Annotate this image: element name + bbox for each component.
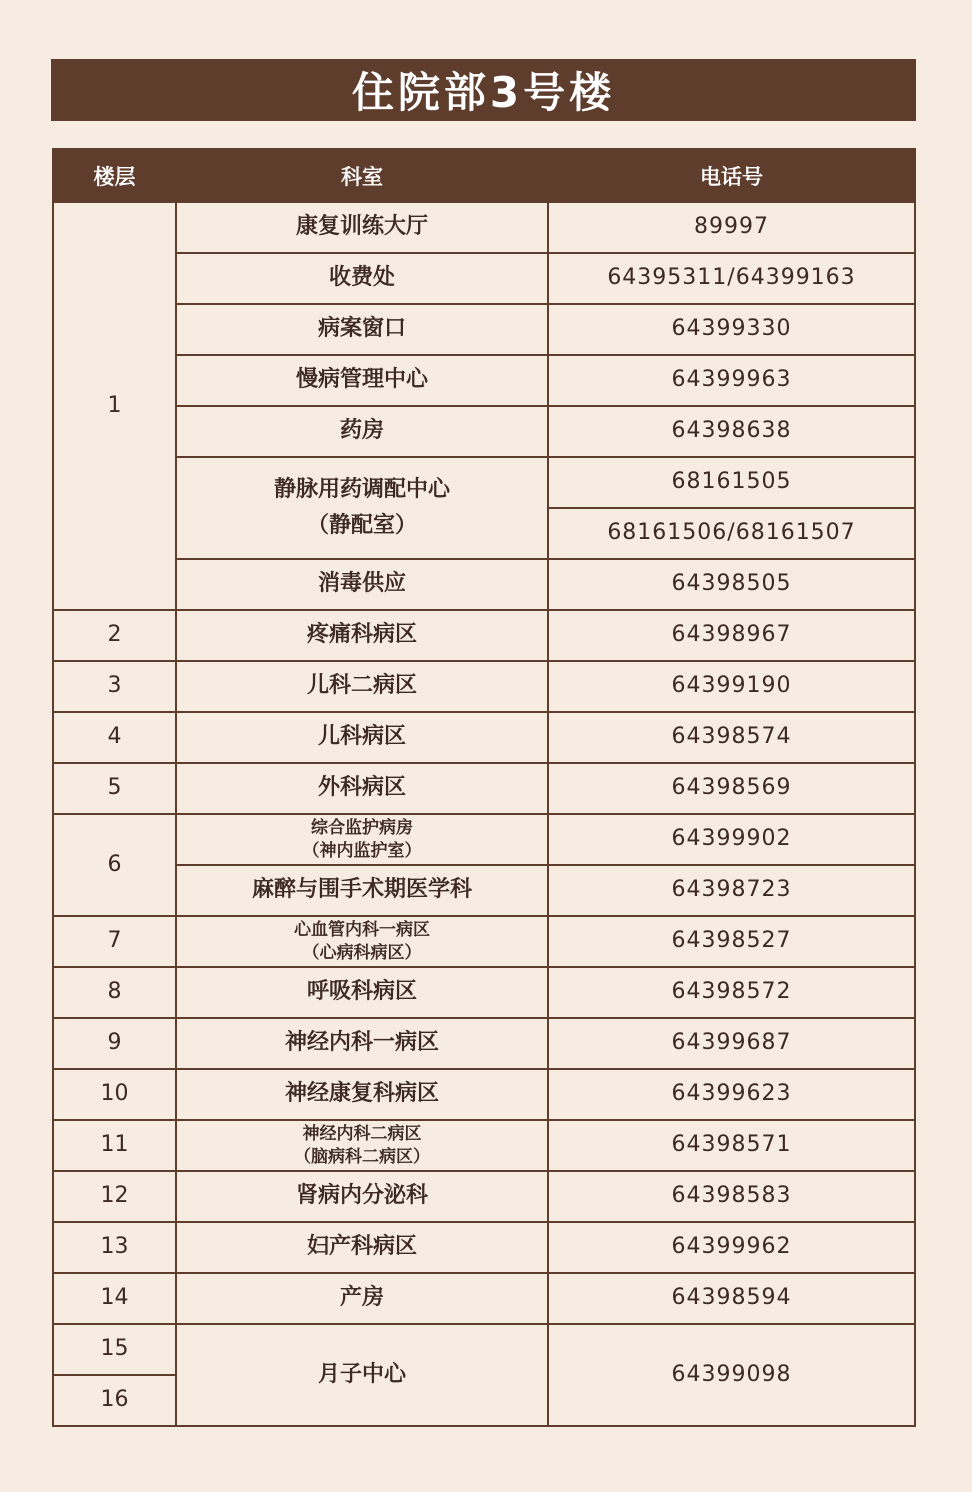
table-row bbox=[53, 457, 915, 508]
floor-cell: 2 bbox=[53, 610, 176, 661]
table-row bbox=[53, 1018, 915, 1069]
table-row bbox=[53, 1324, 915, 1375]
table-row bbox=[53, 1273, 915, 1324]
table-row bbox=[53, 1069, 915, 1120]
phone-cell: 64398574 bbox=[548, 712, 915, 763]
department-alias-line: （心病科病区） bbox=[302, 942, 422, 963]
phone-cell: 64398638 bbox=[548, 406, 915, 457]
department-cell: 儿科二病区 bbox=[176, 661, 548, 712]
department-cell: 药房 bbox=[176, 406, 548, 457]
table-row bbox=[53, 559, 915, 610]
department-cell: 儿科病区 bbox=[176, 712, 548, 763]
phone-cell: 64398967 bbox=[548, 610, 915, 661]
directory-table bbox=[52, 148, 916, 1427]
department-alias-line: （静配室） bbox=[306, 513, 417, 538]
phone-cell: 89997 bbox=[548, 202, 915, 253]
floor-cell: 7 bbox=[53, 916, 176, 967]
phone-cell: 64399098 bbox=[548, 1324, 915, 1426]
table-row bbox=[53, 1222, 915, 1273]
floor-cell: 12 bbox=[53, 1171, 176, 1222]
floor-column-header: 楼层 bbox=[53, 149, 176, 202]
phone-cell: 64399902 bbox=[548, 814, 915, 865]
phone-cell: 64398583 bbox=[548, 1171, 915, 1222]
phone-cell: 64399963 bbox=[548, 355, 915, 406]
table-row bbox=[53, 967, 915, 1018]
department-cell bbox=[176, 814, 548, 865]
table-row bbox=[53, 610, 915, 661]
table-row bbox=[53, 406, 915, 457]
department-cell: 疼痛科病区 bbox=[176, 610, 548, 661]
department-cell: 神经内科一病区 bbox=[176, 1018, 548, 1069]
phone-cell: 64399330 bbox=[548, 304, 915, 355]
floor-cell: 1 bbox=[53, 202, 176, 610]
table-row bbox=[53, 1171, 915, 1222]
department-cell: 消毒供应 bbox=[176, 559, 548, 610]
floor-cell: 6 bbox=[53, 814, 176, 916]
phone-cell: 64398723 bbox=[548, 865, 915, 916]
phone-cell: 68161505 bbox=[548, 457, 915, 508]
department-cell: 康复训练大厅 bbox=[176, 202, 548, 253]
floor-cell: 15 bbox=[53, 1324, 176, 1375]
phone-cell: 64398569 bbox=[548, 763, 915, 814]
phone-cell: 64398571 bbox=[548, 1120, 915, 1171]
floor-cell: 10 bbox=[53, 1069, 176, 1120]
department-cell: 慢病管理中心 bbox=[176, 355, 548, 406]
phone-cell: 64399190 bbox=[548, 661, 915, 712]
phone-cell: 64398505 bbox=[548, 559, 915, 610]
department-cell: 收费处 bbox=[176, 253, 548, 304]
department-cell: 呼吸科病区 bbox=[176, 967, 548, 1018]
phone-column-header: 电话号 bbox=[548, 149, 915, 202]
floor-cell: 8 bbox=[53, 967, 176, 1018]
department-alias-line: （神内监护室） bbox=[302, 840, 422, 861]
phone-cell: 64398572 bbox=[548, 967, 915, 1018]
phone-cell: 68161506/68161507 bbox=[548, 508, 915, 559]
table-row bbox=[53, 865, 915, 916]
phone-cell: 64398527 bbox=[548, 916, 915, 967]
department-alias-line: （脑病科二病区） bbox=[294, 1146, 430, 1167]
phone-cell: 64398594 bbox=[548, 1273, 915, 1324]
phone-cell: 64399623 bbox=[548, 1069, 915, 1120]
department-cell bbox=[176, 1120, 548, 1171]
phone-cell: 64399962 bbox=[548, 1222, 915, 1273]
department-cell: 麻醉与围手术期医学科 bbox=[176, 865, 548, 916]
department-name-line: 综合监护病房 bbox=[311, 818, 413, 839]
table-row bbox=[53, 814, 915, 865]
phone-cell: 64395311/64399163 bbox=[548, 253, 915, 304]
department-cell: 病案窗口 bbox=[176, 304, 548, 355]
floor-cell: 11 bbox=[53, 1120, 176, 1171]
floor-cell: 13 bbox=[53, 1222, 176, 1273]
department-cell bbox=[176, 916, 548, 967]
department-column-header: 科室 bbox=[176, 149, 548, 202]
department-name-line: 静脉用药调配中心 bbox=[273, 476, 450, 502]
table-header-row bbox=[53, 149, 915, 202]
department-name-line: 心血管内科一病区 bbox=[294, 920, 430, 941]
table-row bbox=[53, 304, 915, 355]
table-row bbox=[53, 916, 915, 967]
department-cell: 月子中心 bbox=[176, 1324, 548, 1426]
department-cell: 产房 bbox=[176, 1273, 548, 1324]
department-cell: 妇产科病区 bbox=[176, 1222, 548, 1273]
table-row bbox=[53, 355, 915, 406]
table-row bbox=[53, 712, 915, 763]
floor-cell: 4 bbox=[53, 712, 176, 763]
page-title: 住院部3号楼 bbox=[51, 59, 916, 121]
department-cell: 外科病区 bbox=[176, 763, 548, 814]
table-row bbox=[53, 202, 915, 253]
floor-cell: 9 bbox=[53, 1018, 176, 1069]
table-row bbox=[53, 763, 915, 814]
floor-cell: 14 bbox=[53, 1273, 176, 1324]
table-row bbox=[53, 1120, 915, 1171]
table-row bbox=[53, 661, 915, 712]
floor-cell: 16 bbox=[53, 1375, 176, 1426]
floor-cell: 3 bbox=[53, 661, 176, 712]
department-name-line: 神经内科二病区 bbox=[302, 1124, 422, 1145]
department-cell: 肾病内分泌科 bbox=[176, 1171, 548, 1222]
phone-cell: 64399687 bbox=[548, 1018, 915, 1069]
floor-cell: 5 bbox=[53, 763, 176, 814]
department-cell: 神经康复科病区 bbox=[176, 1069, 548, 1120]
department-cell bbox=[176, 457, 548, 559]
table-row bbox=[53, 253, 915, 304]
